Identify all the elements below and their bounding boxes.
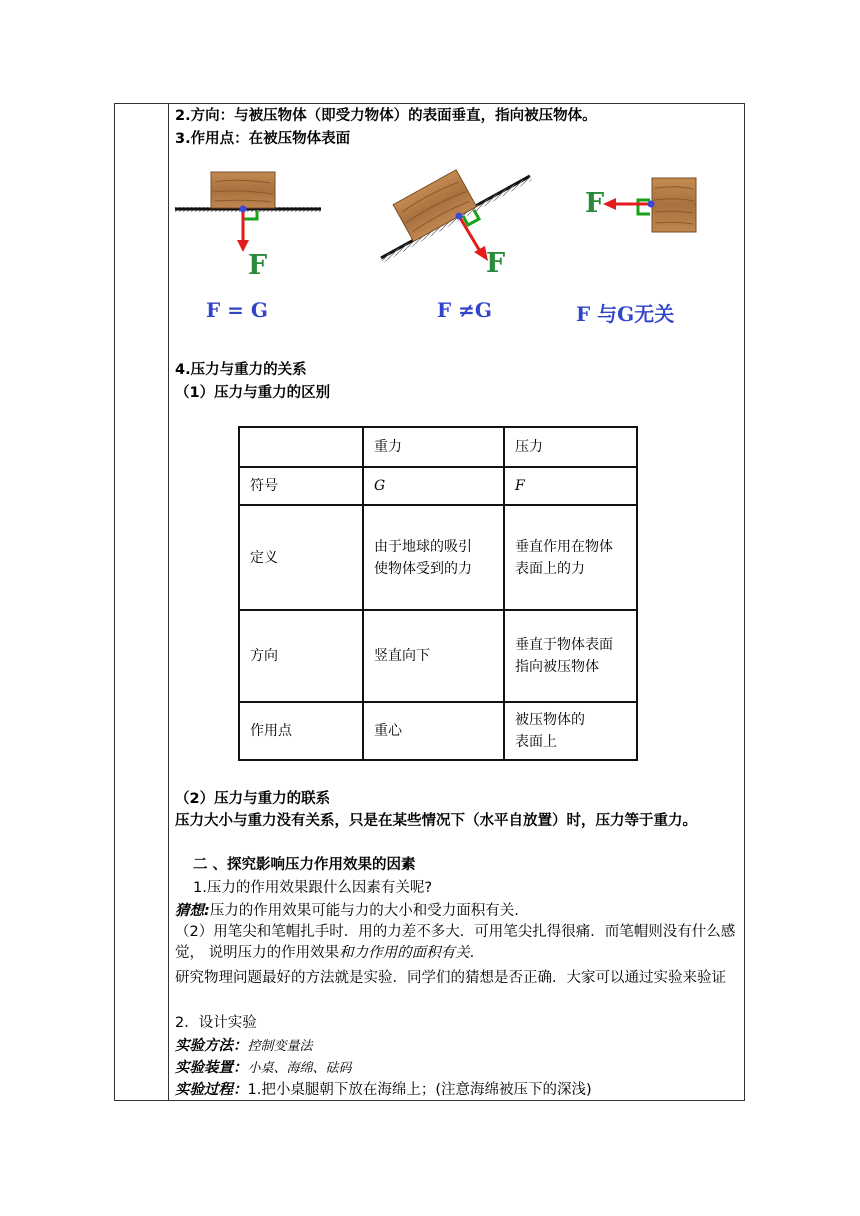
equation-wall: F 与G无关 [576,302,675,326]
table-cell: 方向 [239,610,363,702]
table-row [239,467,637,505]
equipment-value: 小桌、海绵、砝码 [247,1061,352,1076]
process-label: 实验过程： [175,1082,248,1098]
force-label-flat: F [248,250,268,281]
table-row [239,505,637,610]
equation-incline: F ≠G [437,298,492,322]
table-cell: 符号 [239,467,363,505]
table-row [239,702,637,760]
table-cell: 被压物体的 表面上 [504,702,637,760]
table-cell: 竖直向下 [363,610,504,702]
relation-difference: （1）压力与重力的区别 [175,385,331,401]
relation-title: 4.压力与重力的关系 [175,362,307,378]
equipment-label: 实验装置： [175,1060,248,1076]
part2-title: 二 、探究影响压力作用效果的因素 [193,857,416,873]
guess-text: 压力的作用效果可能与力的大小和受力面积有关. [209,903,519,919]
direction-line: 2.方向：与被压物体（即受力物体）的表面垂直，指向被压物体。 [175,108,597,124]
comparison-table [238,426,638,761]
flat-surface-figure [175,172,321,281]
table-cell: 垂直作用在物体 表面上的力 [504,505,637,610]
guess-label: 猜想: [175,903,210,919]
process-value: 1.把小桌腿朝下放在海绵上；(注意海绵被压下的深浅) [247,1082,592,1098]
equipment-line [175,1058,352,1079]
method-line [175,1036,313,1057]
table-cell [239,427,363,467]
question-1: 1.压力的作用效果跟什么因素有关呢? [193,880,433,896]
table-cell: 压力 [504,427,637,467]
table-row [239,427,637,467]
pen-example: （2）用笔尖和笔帽扎手时．用的力差不多大．可用笔尖扎得很痛．而笔帽则没有什么感觉， 说明压力的作用效果和力作用的面积有关. [175,924,736,961]
method-label: 实验方法： [175,1038,248,1054]
incline-figure [381,170,532,279]
table-cell: 由于地球的吸引 使物体受到的力 [363,505,504,610]
table-cell: 作用点 [239,702,363,760]
table-cell: 重心 [363,702,504,760]
connection-text: 压力大小与重力没有关系，只是在某些情况下（水平自放置）时，压力等于重力。 [175,813,697,829]
table-cell: 重力 [363,427,504,467]
force-label-incline: F [486,248,506,279]
table-row [239,610,637,702]
wall-figure [585,178,696,232]
table-cell: 定义 [239,505,363,610]
experiment-intro: 研究物理问题最好的方法就是实验．同学们的猜想是否正确．大家可以通过实验来验证 [175,970,726,986]
table-cell: F [504,467,637,505]
process-line [175,1080,592,1100]
table-cell: G [363,467,504,505]
design-title: 2．设计实验 [175,1015,257,1031]
method-value: 控制变量法 [247,1039,313,1054]
force-label-wall: F [585,188,605,219]
point-line: 3.作用点：在被压物体表面 [175,131,351,147]
equation-flat: F = G [206,298,268,322]
column-divider [168,103,169,1101]
table-cell: 垂直于物体表面 指向被压物体 [504,610,637,702]
guess-line [175,901,519,921]
connection-title: （2）压力与重力的联系 [175,791,331,807]
